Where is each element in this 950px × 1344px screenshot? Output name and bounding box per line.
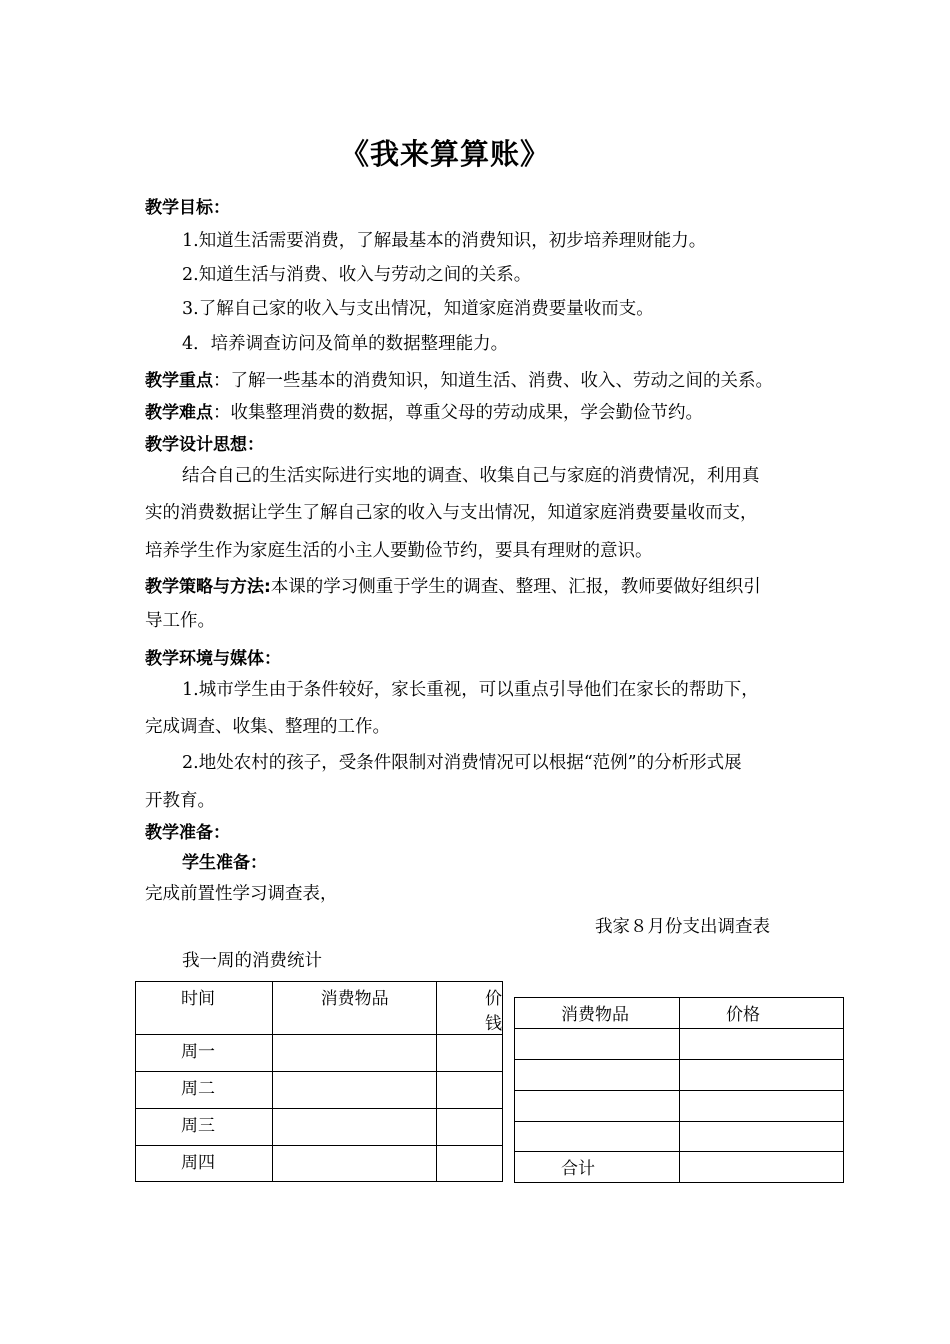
strategy-label: 教学策略与方法:	[145, 577, 271, 597]
week-table	[135, 981, 503, 1182]
family-table-caption: 我家８月份支出调查表	[595, 917, 770, 937]
environment-heading: 教学环境与媒体：	[145, 649, 281, 669]
table-cell	[437, 1035, 503, 1072]
table-row	[515, 1060, 844, 1091]
difficulty	[145, 398, 703, 424]
table-total-row	[515, 1152, 844, 1183]
goals-heading: 教学目标：	[145, 198, 230, 218]
design-heading: 教学设计思想：	[145, 435, 264, 455]
table-cell	[437, 1109, 503, 1146]
table-cell	[272, 1146, 436, 1182]
environment-line: 完成调查、收集、整理的工作。	[145, 717, 390, 737]
design-line: 培养学生作为家庭生活的小主人要勤俭节约，要具有理财的意识。	[145, 541, 653, 561]
table-cell	[272, 1035, 436, 1072]
week-table-caption: 我一周的消费统计	[182, 951, 322, 971]
row-label: 周三	[136, 1109, 273, 1146]
table-cell	[515, 1122, 680, 1152]
table-cell	[437, 1072, 503, 1109]
design-line: 实的消费数据让学生了解自己家的收入与支出情况，知道家庭消费要量收而支，	[145, 503, 758, 523]
strategy	[145, 572, 761, 598]
family-table	[514, 997, 844, 1183]
table-cell	[680, 1122, 844, 1152]
header-cell: 时间	[136, 982, 273, 1035]
environment-line: 开教育。	[145, 791, 215, 811]
student-prep-heading: 学生准备：	[182, 853, 267, 873]
strategy-text: 本课的学习侧重于学生的调查、整理、汇报，教师要做好组织引	[270, 577, 761, 597]
header-cell: 价钱	[437, 982, 503, 1035]
prep-heading: 教学准备：	[145, 823, 230, 843]
table-header-row	[136, 982, 503, 1035]
table-cell	[680, 1152, 844, 1183]
header-cell: 消费物品	[272, 982, 436, 1035]
total-label: 合计	[515, 1152, 680, 1183]
table-row	[515, 1029, 844, 1060]
table-cell	[272, 1109, 436, 1146]
table-cell	[515, 1060, 680, 1091]
table-row	[515, 1091, 844, 1122]
row-label: 周二	[136, 1072, 273, 1109]
table-header-row	[515, 998, 844, 1029]
header-cell: 价格	[680, 998, 844, 1029]
table-cell	[515, 1091, 680, 1122]
strategy-text-cont: 导工作。	[145, 611, 215, 631]
goal-item: 1.知道生活需要消费，了解最基本的消费知识，初步培养理财能力。	[182, 231, 707, 251]
page-title: 《我来算算账》	[340, 137, 551, 171]
table-cell	[515, 1029, 680, 1060]
table-row	[136, 1146, 503, 1182]
table-row	[136, 1072, 503, 1109]
environment-line: 2.地处农村的孩子，受条件限制对消费情况可以根据“范例”的分析形式展	[182, 753, 742, 773]
table-row	[136, 1035, 503, 1072]
table-cell	[680, 1091, 844, 1122]
table-cell	[437, 1146, 503, 1182]
key-point-label: 教学重点	[145, 371, 213, 391]
header-cell: 消费物品	[515, 998, 680, 1029]
key-point	[145, 366, 773, 392]
goal-item: 4．培养调查访问及简单的数据整理能力。	[182, 334, 509, 354]
design-line: 结合自己的生活实际进行实地的调查、收集自己与家庭的消费情况，利用真	[182, 466, 760, 486]
key-point-text: ：了解一些基本的消费知识，知道生活、消费、收入、劳动之间的关系。	[213, 371, 773, 391]
table-row	[515, 1122, 844, 1152]
environment-line: 1.城市学生由于条件较好，家长重视，可以重点引导他们在家长的帮助下，	[182, 680, 759, 700]
table-cell	[272, 1072, 436, 1109]
row-label: 周四	[136, 1146, 273, 1182]
table-cell	[680, 1060, 844, 1091]
table-cell	[680, 1029, 844, 1060]
row-label: 周一	[136, 1035, 273, 1072]
prep-line: 完成前置性学习调查表，	[145, 884, 338, 904]
goal-item: 2.知道生活与消费、收入与劳动之间的关系。	[182, 265, 532, 285]
table-row	[136, 1109, 503, 1146]
difficulty-text: ：收集整理消费的数据，尊重父母的劳动成果，学会勤俭节约。	[213, 403, 703, 423]
goal-item: 3.了解自己家的收入与支出情况，知道家庭消费要量收而支。	[182, 299, 654, 319]
difficulty-label: 教学难点	[145, 403, 213, 423]
